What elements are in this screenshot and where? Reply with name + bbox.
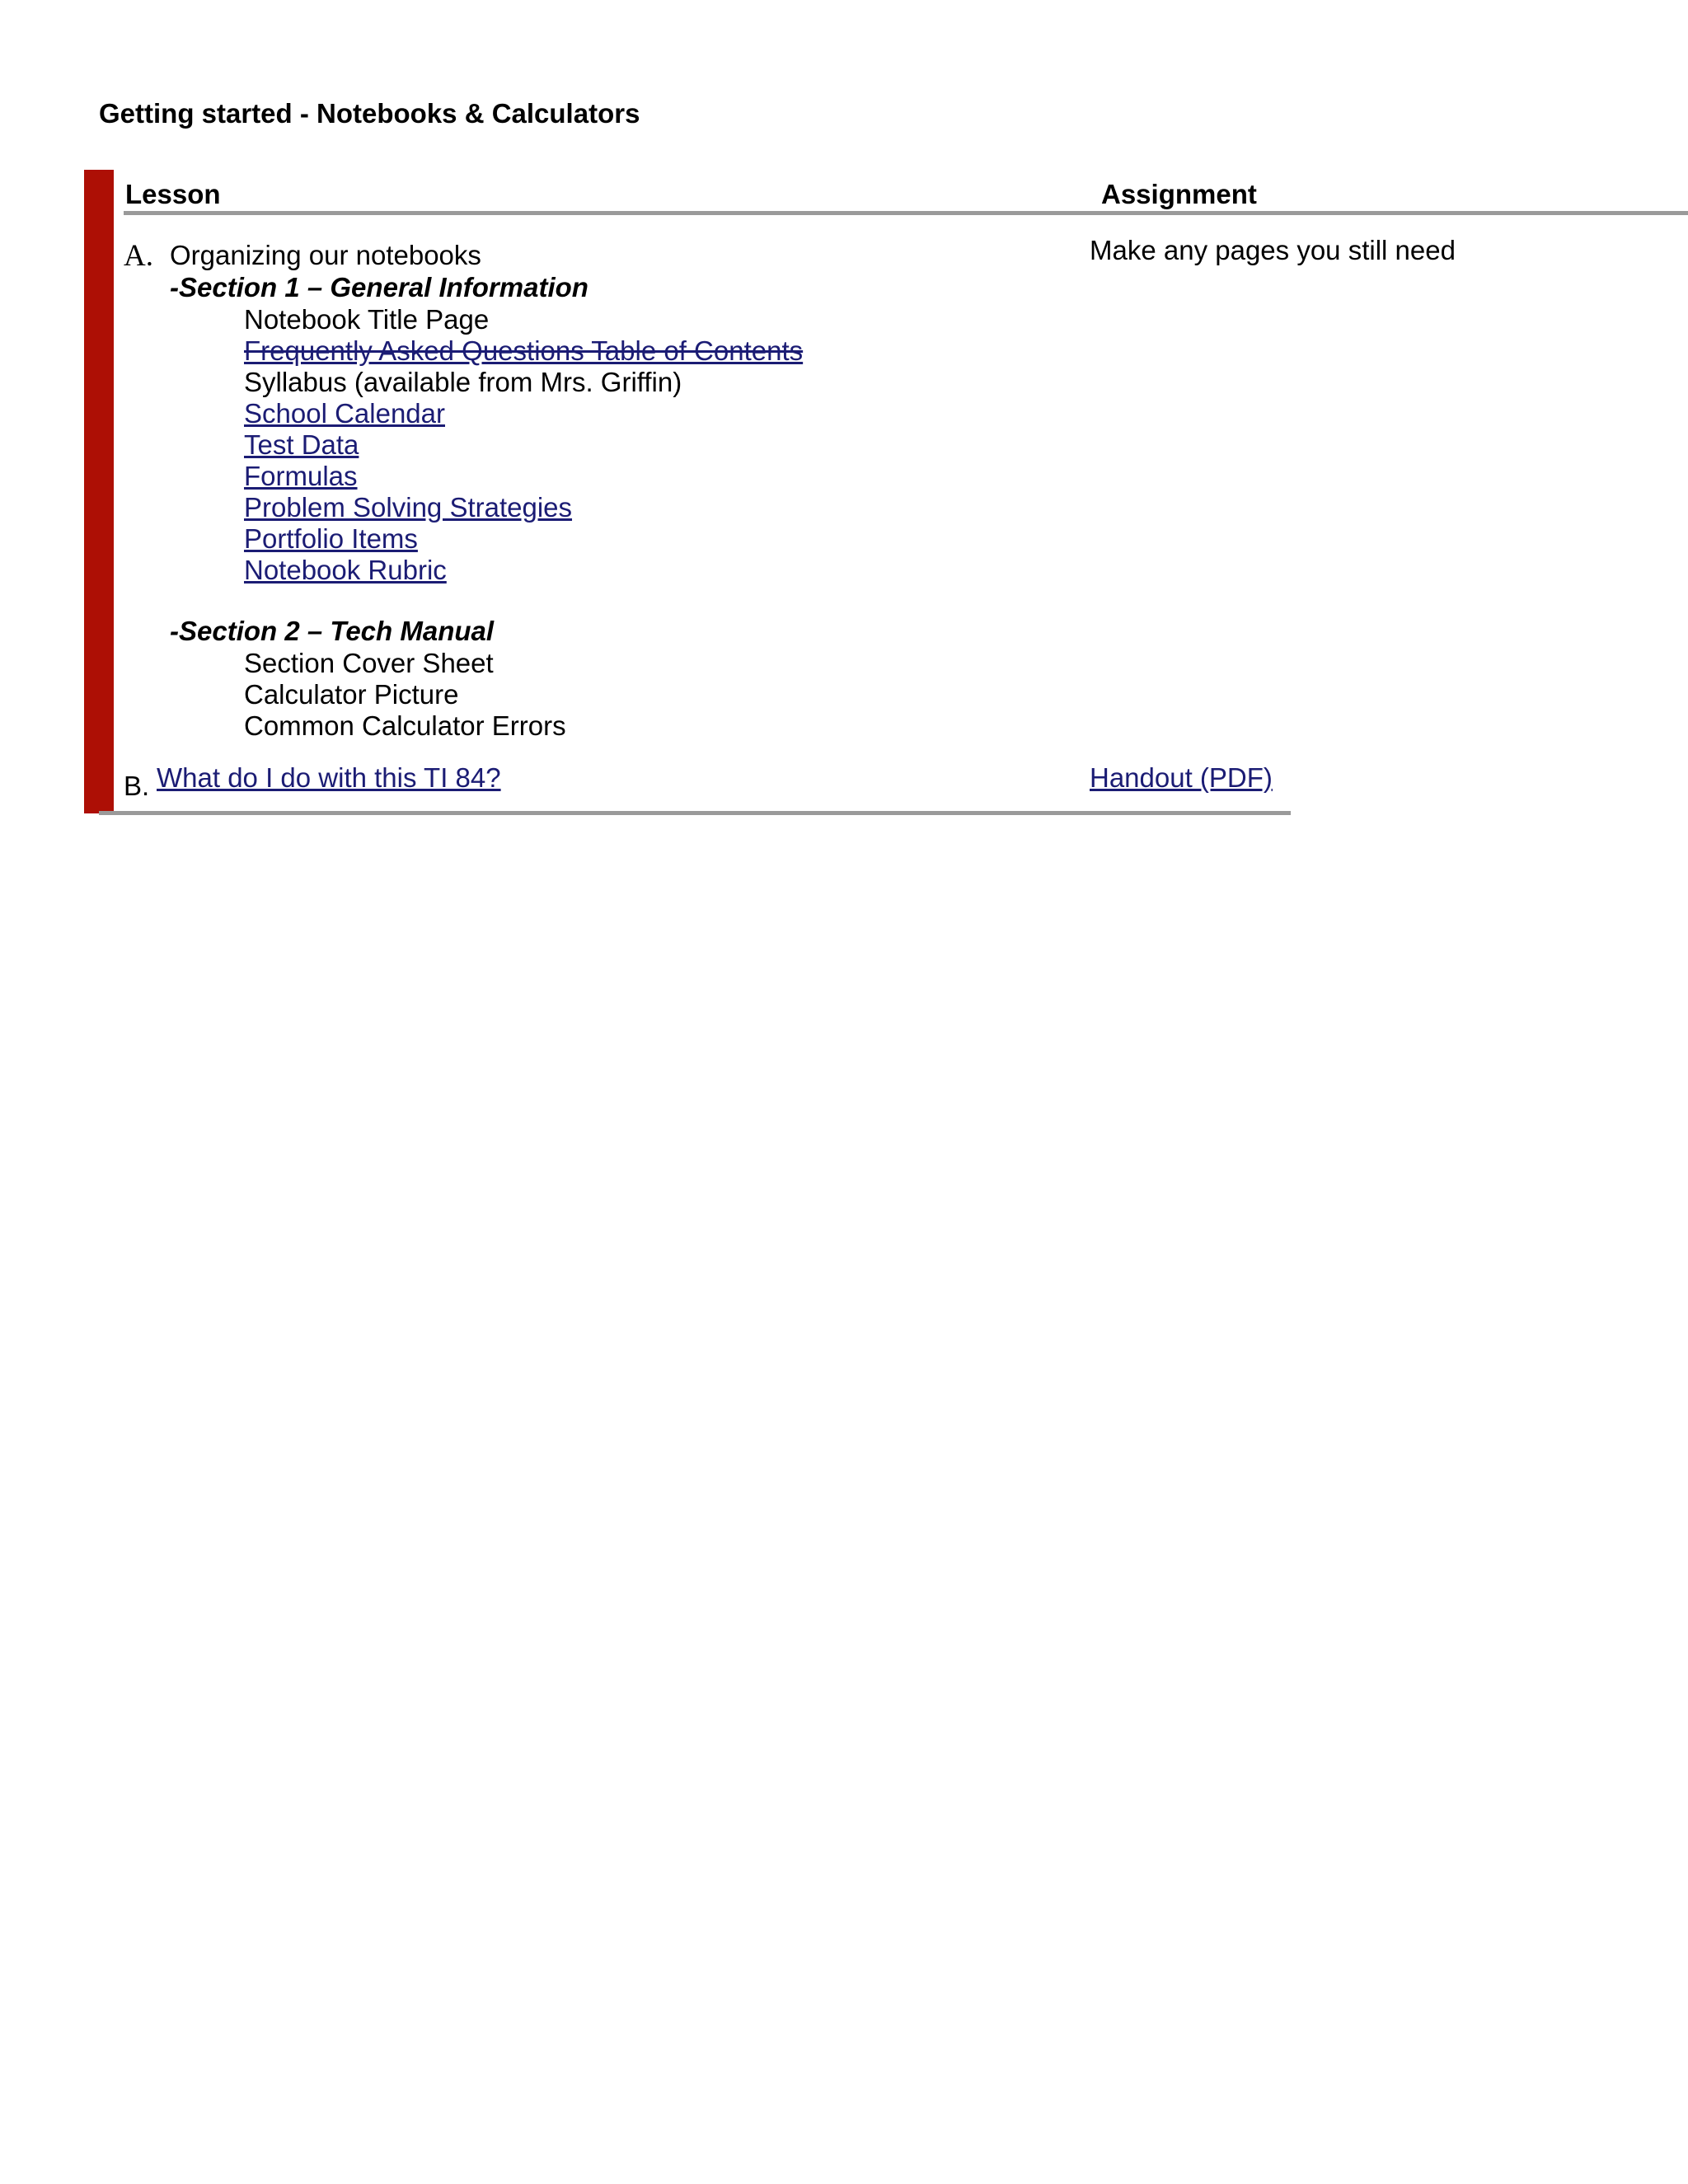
table-bottom-divider — [99, 811, 1291, 815]
link-faq-table-of-contents[interactable]: Frequently Asked Questions Table of Contents — [244, 335, 804, 366]
item-section-cover-sheet: Section Cover Sheet — [244, 648, 494, 678]
item-notebook-title-page: Notebook Title Page — [244, 304, 490, 335]
item-calculator-picture: Calculator Picture — [244, 679, 459, 710]
section-2-heading: -Section 2 – Tech Manual — [170, 616, 495, 646]
link-formulas[interactable]: Formulas — [244, 461, 358, 491]
lesson-column-header: Lesson — [125, 179, 221, 209]
lesson-accent-bar — [84, 170, 114, 813]
link-portfolio-items[interactable]: Portfolio Items — [244, 523, 418, 554]
item-common-calculator-errors: Common Calculator Errors — [244, 710, 566, 741]
header-divider — [124, 211, 1688, 215]
link-notebook-rubric[interactable]: Notebook Rubric — [244, 555, 447, 585]
item-syllabus: Syllabus (available from Mrs. Griffin) — [244, 367, 682, 397]
link-school-calendar[interactable]: School Calendar — [244, 398, 445, 429]
row-b-marker: B. — [124, 771, 150, 801]
section-1-heading: -Section 1 – General Information — [170, 272, 588, 302]
row-a-marker: A. — [124, 239, 153, 273]
link-problem-solving-strategies[interactable]: Problem Solving Strategies — [244, 492, 573, 523]
row-a-topic: Organizing our notebooks — [170, 240, 481, 270]
link-handout-pdf[interactable]: Handout (PDF) — [1090, 762, 1273, 793]
table-header-row — [124, 177, 1688, 212]
assignment-column-header: Assignment — [1101, 179, 1257, 209]
link-test-data[interactable]: Test Data — [244, 429, 359, 460]
link-ti84-lesson[interactable]: What do I do with this TI 84? — [157, 762, 501, 793]
row-a-assignment: Make any pages you still need — [1090, 235, 1456, 265]
page-title: Getting started - Notebooks & Calculators — [99, 98, 640, 129]
